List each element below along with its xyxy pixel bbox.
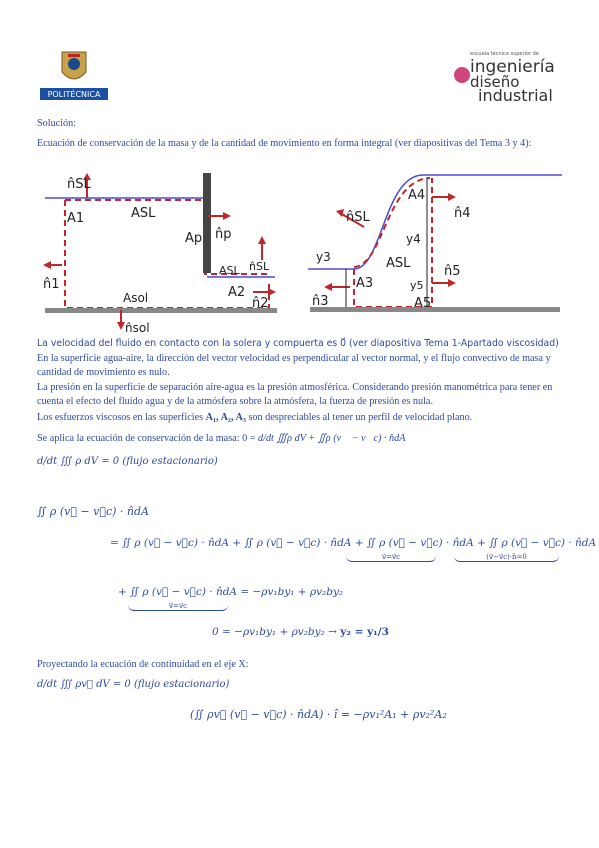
eq-line2: + ∬ ρ (v⃗ − v⃗c) · n̂dA = −ρv₁by₁ + ρv₂by₂: [118, 586, 344, 598]
eq-under-asl: (v⃗−v⃗c)·n̂=0: [454, 553, 559, 562]
eq-line3: 0 = −ρv₁by₁ + ρv₂by₂ → y₂ = y₁/3: [212, 626, 389, 638]
svg-text:y4: y4: [406, 232, 421, 246]
svg-text:POLITÉCNICA: POLITÉCNICA: [47, 90, 101, 99]
svg-text:n̂1: n̂1: [43, 277, 60, 292]
svg-text:ASL: ASL: [386, 256, 411, 271]
svg-text:ASL: ASL: [219, 264, 240, 277]
svg-text:n̂2: n̂2: [252, 296, 269, 311]
svg-text:n̂SL: n̂SL: [67, 177, 91, 192]
svg-text:n̂SL: n̂SL: [346, 210, 370, 225]
solucion-heading: Solución:: [37, 118, 77, 129]
paragraph-mass: Se aplica la ecuación de conservación de la masa: 0 = d/dt ∭ρ dV + ∬ρ (v⃗ − v⃗c) · n̂dA: [37, 433, 406, 444]
svg-text:A4: A4: [408, 188, 426, 203]
svg-text:n̂SL: n̂SL: [249, 260, 270, 273]
svg-text:y3: y3: [316, 250, 331, 264]
etsidi-logo: [450, 45, 565, 105]
paragraph-intro: Ecuación de conservación de la masa y de la cantidad de movimiento en forma integral (ver diapositivas del Tema 3 y 4):: [37, 138, 532, 149]
paragraph-viscous: Los esfuerzos viscosos en las superficies A₁, A₂, A₃ son despreciables al tener un perfil de velocidad plano.: [37, 412, 473, 423]
svg-text:escuela técnica superior de: escuela técnica superior de: [470, 51, 539, 57]
svg-text:n̂5: n̂5: [444, 264, 461, 279]
svg-text:Ap: Ap: [185, 231, 203, 246]
figure-left: [37, 170, 282, 335]
svg-text:y5: y5: [410, 279, 424, 292]
svg-text:ASL: ASL: [131, 206, 156, 221]
eq-steady-momentum: d/dt ∭ ρv⃗ dV = 0 (flujo estacionario): [37, 679, 230, 690]
svg-text:diseño: diseño: [470, 73, 520, 91]
svg-text:A3: A3: [356, 276, 374, 291]
eq-final: (∬ ρv⃗ (v⃗ − v⃗c) · n̂dA) · î = −ρv₁²A₁ + ρv₂²A₂: [190, 708, 447, 721]
svg-text:A1: A1: [67, 211, 85, 226]
eq-under-ap: v⃗=v⃗c: [346, 553, 436, 562]
svg-text:A5: A5: [414, 296, 432, 311]
figure-caption: La velocidad del fluido en contacto con la solera y compuerta es 0⃗ (ver diapositiva Tema 1-Apartado viscosidad): [37, 338, 559, 349]
upm-logo: [40, 50, 108, 102]
eq-under-as: v⃗=v⃗c: [128, 602, 228, 611]
svg-text:n̂3: n̂3: [312, 294, 329, 309]
svg-text:ingeniería: ingeniería: [470, 57, 555, 77]
paragraph-pressure: La presión en la superficie de separación aire-agua es la presión atmosférica. Considerando presión manométrica para tener en cuenta el efecto del fluido agua y de la atmósfera sobre la atmósfera, la fuerza de presión es nula.: [37, 382, 553, 407]
svg-text:industrial: industrial: [478, 86, 553, 105]
paragraph-surface: En la superficie agua-aire, la dirección del vector velocidad es perpendicular al vector normal, y el flujo convectivo de masa y cantidad de movimiento es nulo.: [37, 353, 551, 378]
paragraph-projection: Proyectando la ecuación de continuidad en el eje X:: [37, 659, 249, 670]
eq-line1: = ∬ ρ (v⃗ − v⃗c) · n̂dA + ∬ ρ (v⃗ − v⃗c) · n̂dA + ∬ ρ (v⃗ − v⃗c) · n̂dA + ∬ ρ (v⃗ − v⃗c) · n̂dA: [110, 537, 597, 549]
svg-text:n̂sol: n̂sol: [125, 321, 150, 335]
svg-text:n̂4: n̂4: [454, 206, 471, 221]
figure-right: [302, 165, 567, 335]
eq-lhs: ∬ ρ (v⃗ − v⃗c) · n̂dA: [37, 505, 149, 518]
svg-text:n̂p: n̂p: [215, 227, 232, 242]
eq-steady-mass: d/dt ∭ ρ dV = 0 (flujo estacionario): [37, 456, 218, 467]
svg-text:A2: A2: [228, 285, 246, 300]
svg-text:Asol: Asol: [123, 291, 149, 305]
